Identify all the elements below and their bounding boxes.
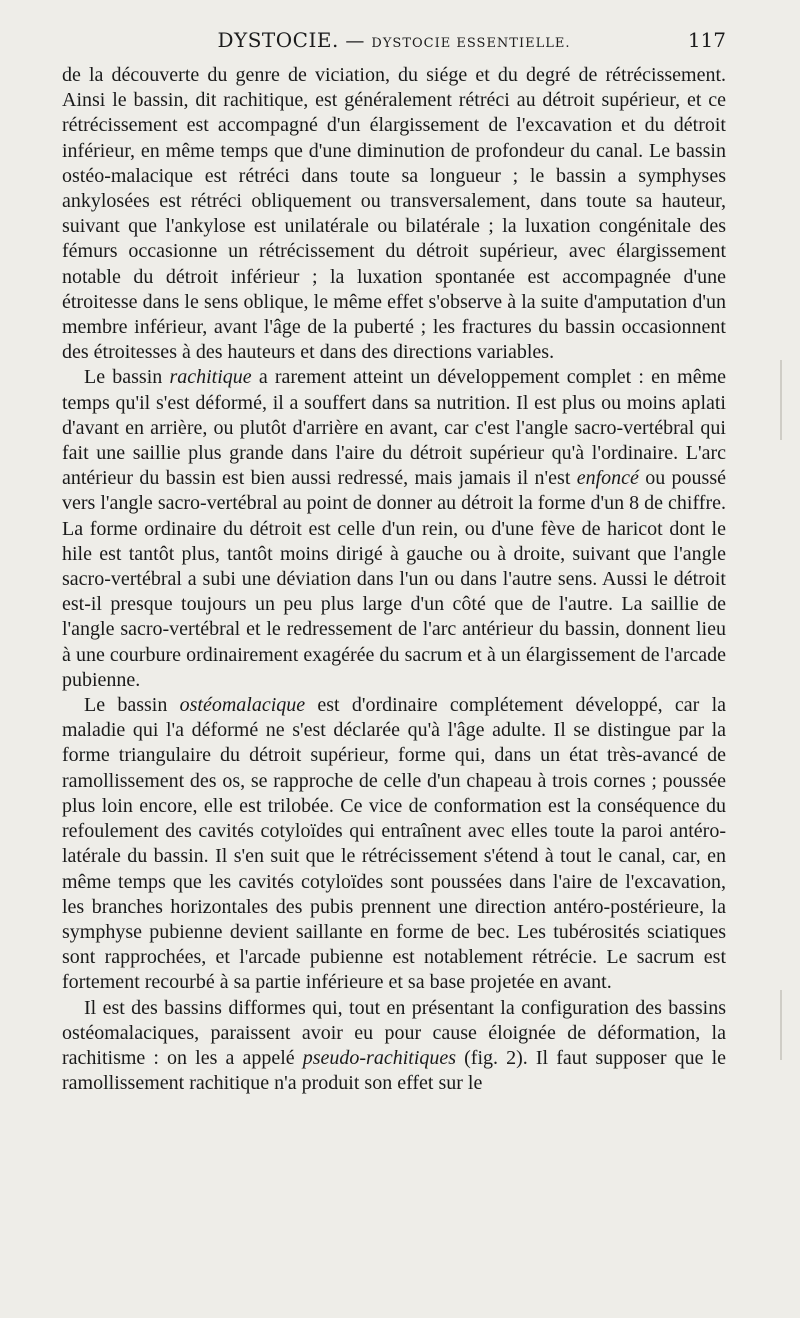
running-title <box>62 28 726 52</box>
paragraph <box>62 693 726 995</box>
running-title-sub: DYSTOCIE ESSENTIELLE. <box>371 36 571 51</box>
page-header <box>62 28 726 62</box>
text-run: ou poussé vers l'angle sacro-vertébral au point de donner au détroit la forme d'un 8 de chiffre. La forme ordinaire du détroit est celle d'un rein, ou d'une fève de haricot dont le hile est tantôt plus, tantôt moins dirigé à gauche ou à droite, suivant que l'angle sacro-vertébral a subi une déviation dans l'un ou dans l'autre sens. Aussi le détroit est-il presque toujours un peu plus large d'un côté que de l'autre. La saillie de l'angle sacro-vertébral et le redressement de l'arc antérieur du bassin, donnent lieu à une courbure ordinairement exagérée du sacrum et à un élargissement de l'arcade pubienne. <box>62 467 726 691</box>
text-run: a rarement atteint un développement complet : en même temps qu'il s'est déformé, il a souffert dans sa nutrition. Il est plus ou moins aplati d'avant en arrière, ou plutôt d'arrière en avant, car c'est l'angle sacro-vertébral qui fait une saillie plus grande dans l'aire du détroit supérieur qu'à l'ordinaire. L'arc antérieur du bassin est bien aussi redressé, mais jamais il n'est <box>62 366 727 490</box>
running-title-dash: — <box>338 30 372 52</box>
paragraph <box>62 365 726 693</box>
margin-scan-mark <box>780 990 782 1060</box>
text-run: Le bassin <box>84 694 180 717</box>
text-run: de la découverte du genre de viciation, du siége et du degré de rétrécissement. Ainsi le bassin, dit rachitique, est généralement rétréci au détroit supérieur, et ce rétrécissement est accompagné d'un élargissement de l'excavation et du détroit inférieur, en même temps que d'une diminution de profondeur du canal. Le bassin ostéo-malacique est rétréci dans toute sa longueur ; le bassin a symphyses ankylosées est rétréci obliquement ou transversalement, dans toute sa hauteur, suivant que l'ankylose est unilatérale ou bilatérale ; la luxation congénitale des fémurs occasionne un rétrécissement du détroit supérieur, avec élargissement notable du détroit inférieur ; la luxation spontanée est accompagnée d'une étroitesse dans le sens oblique, le même effet s'observe à la suite d'amputation d'un membre inférieur, avant l'âge de la puberté ; les fractures du bassin occasionnent des étroitesses à des hauteurs et dans des directions variables. <box>62 64 726 364</box>
text-run: Il est des bassins difformes qui, tout en présentant la configuration des bassins ostéomalaciques, paraissent avoir eu pour cause éloignée de déformation, la rachitisme : on les a appelé <box>62 996 726 1069</box>
text-run: est d'ordinaire complétement développé, car la maladie qui l'a déformé ne s'est déclarée qu'à l'âge adulte. Il se distingue par la forme triangulaire du détroit supérieur, forme qui, dans un état très-avancé de ramollissement des os, se rapproche de celle d'un chapeau à trois cornes ; poussée plus loin encore, elle est trilobée. Ce vice de conformation est la conséquence du refoulement des cavités cotyloïdes qui entraînent avec elles toute la paroi antéro-latérale du bassin. Il s'en suit que le rétrécissement s'étend à tout le canal, car, en même temps que les cavités cotyloïdes sont poussées dans l'aire de l'excavation, les branches horizontales des pubis prennent une direction antéro-postérieure, la symphyse pubienne devient saillante en forme de bec. Les tubérosités sciatiques sont rapprochées, et l'arcade pubienne est notablement rétrécie. Le sacrum est fortement recourbé à sa partie inférieure et sa base projetée en avant. <box>62 694 726 994</box>
italic-term: ostéomalacique <box>179 694 306 717</box>
italic-term: enfoncé <box>576 467 639 490</box>
italic-term: pseudo-rachitiques <box>302 1046 457 1069</box>
paragraph <box>62 996 726 1097</box>
italic-term: rachitique <box>169 366 252 389</box>
text-run: (fig. 2). Il faut supposer que le ramollissement rachitique n'a produit son effet sur le <box>62 1046 726 1095</box>
text-run: Le bassin <box>84 366 170 389</box>
running-title-main: DYSTOCIE. <box>217 28 339 52</box>
paragraph <box>62 63 726 365</box>
margin-scan-mark <box>780 360 782 440</box>
page-number: 117 <box>687 28 726 52</box>
body-text <box>62 63 726 1096</box>
